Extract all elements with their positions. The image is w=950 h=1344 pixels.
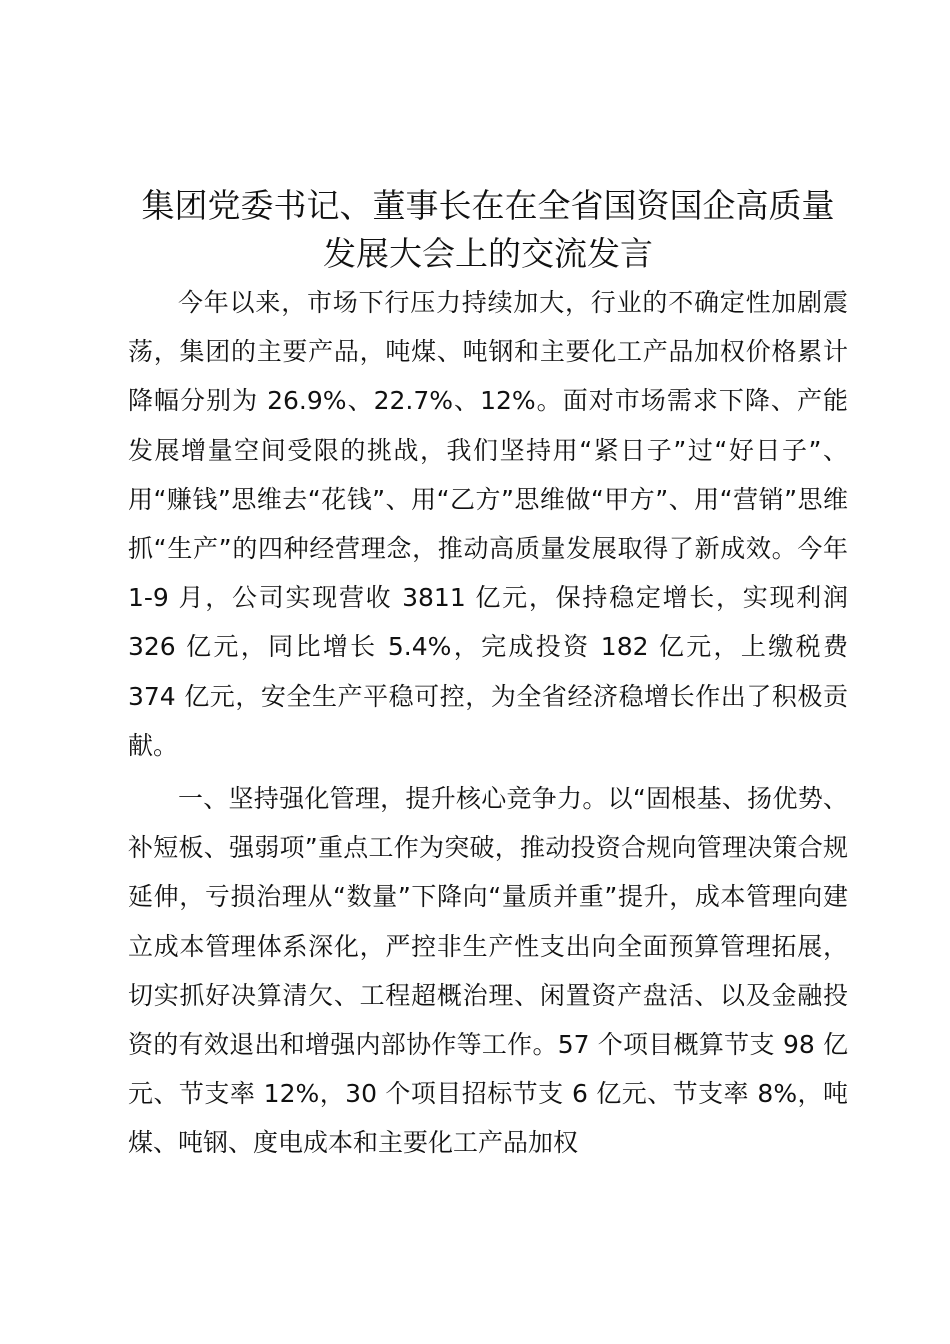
document-page xyxy=(128,182,848,1168)
paragraph-section-one: 一、坚持强化管理，提升核心竞争力。以“固根基、扬优势、补短板、强弱项”重点工作为突破，推动投资合规向管理决策合规延伸，亏损治理从“数量”下降向“量质并重”提升，成本管理向建立成本管理体系深化，严控非生产性支出向全面预算管理拓展，切实抓好决算清欠、工程超概治理、闲置资产盘活、以及金融投资的有效退出和增强内部协作等工作。57 个项目概算节支 98 亿元、节支率 12%，30 个项目招标节支 6 亿元、节支率 8%，吨煤、吨钢、度电成本和主要化工产品加权 xyxy=(128,784,848,1158)
paragraph-intro: 今年以来，市场下行压力持续加大，行业的不确定性加剧震荡，集团的主要产品，吨煤、吨钢和主要化工产品加权价格累计降幅分别为 26.9%、22.7%、12%。面对市场需求下降、产能发展增量空间受限的挑战，我们坚持用“紧日子”过“好日子”、用“赚钱”思维去“花钱”、用“乙方”思维做“甲方”、用“营销”思维抓“生产”的四种经营理念，推动高质量发展取得了新成效。今年 1-9 月，公司实现营收 3811 亿元，保持稳定增长，实现利润 326 亿元，同比增长 5.4%，完成投资 182 亿元，上缴税费 374 亿元，安全生产平稳可控，为全省经济稳增长作出了积极贡献。 xyxy=(128,288,848,760)
document-title: 集团党委书记、董事长在在全省国资国企高质量发展大会上的交流发言 xyxy=(141,186,835,273)
